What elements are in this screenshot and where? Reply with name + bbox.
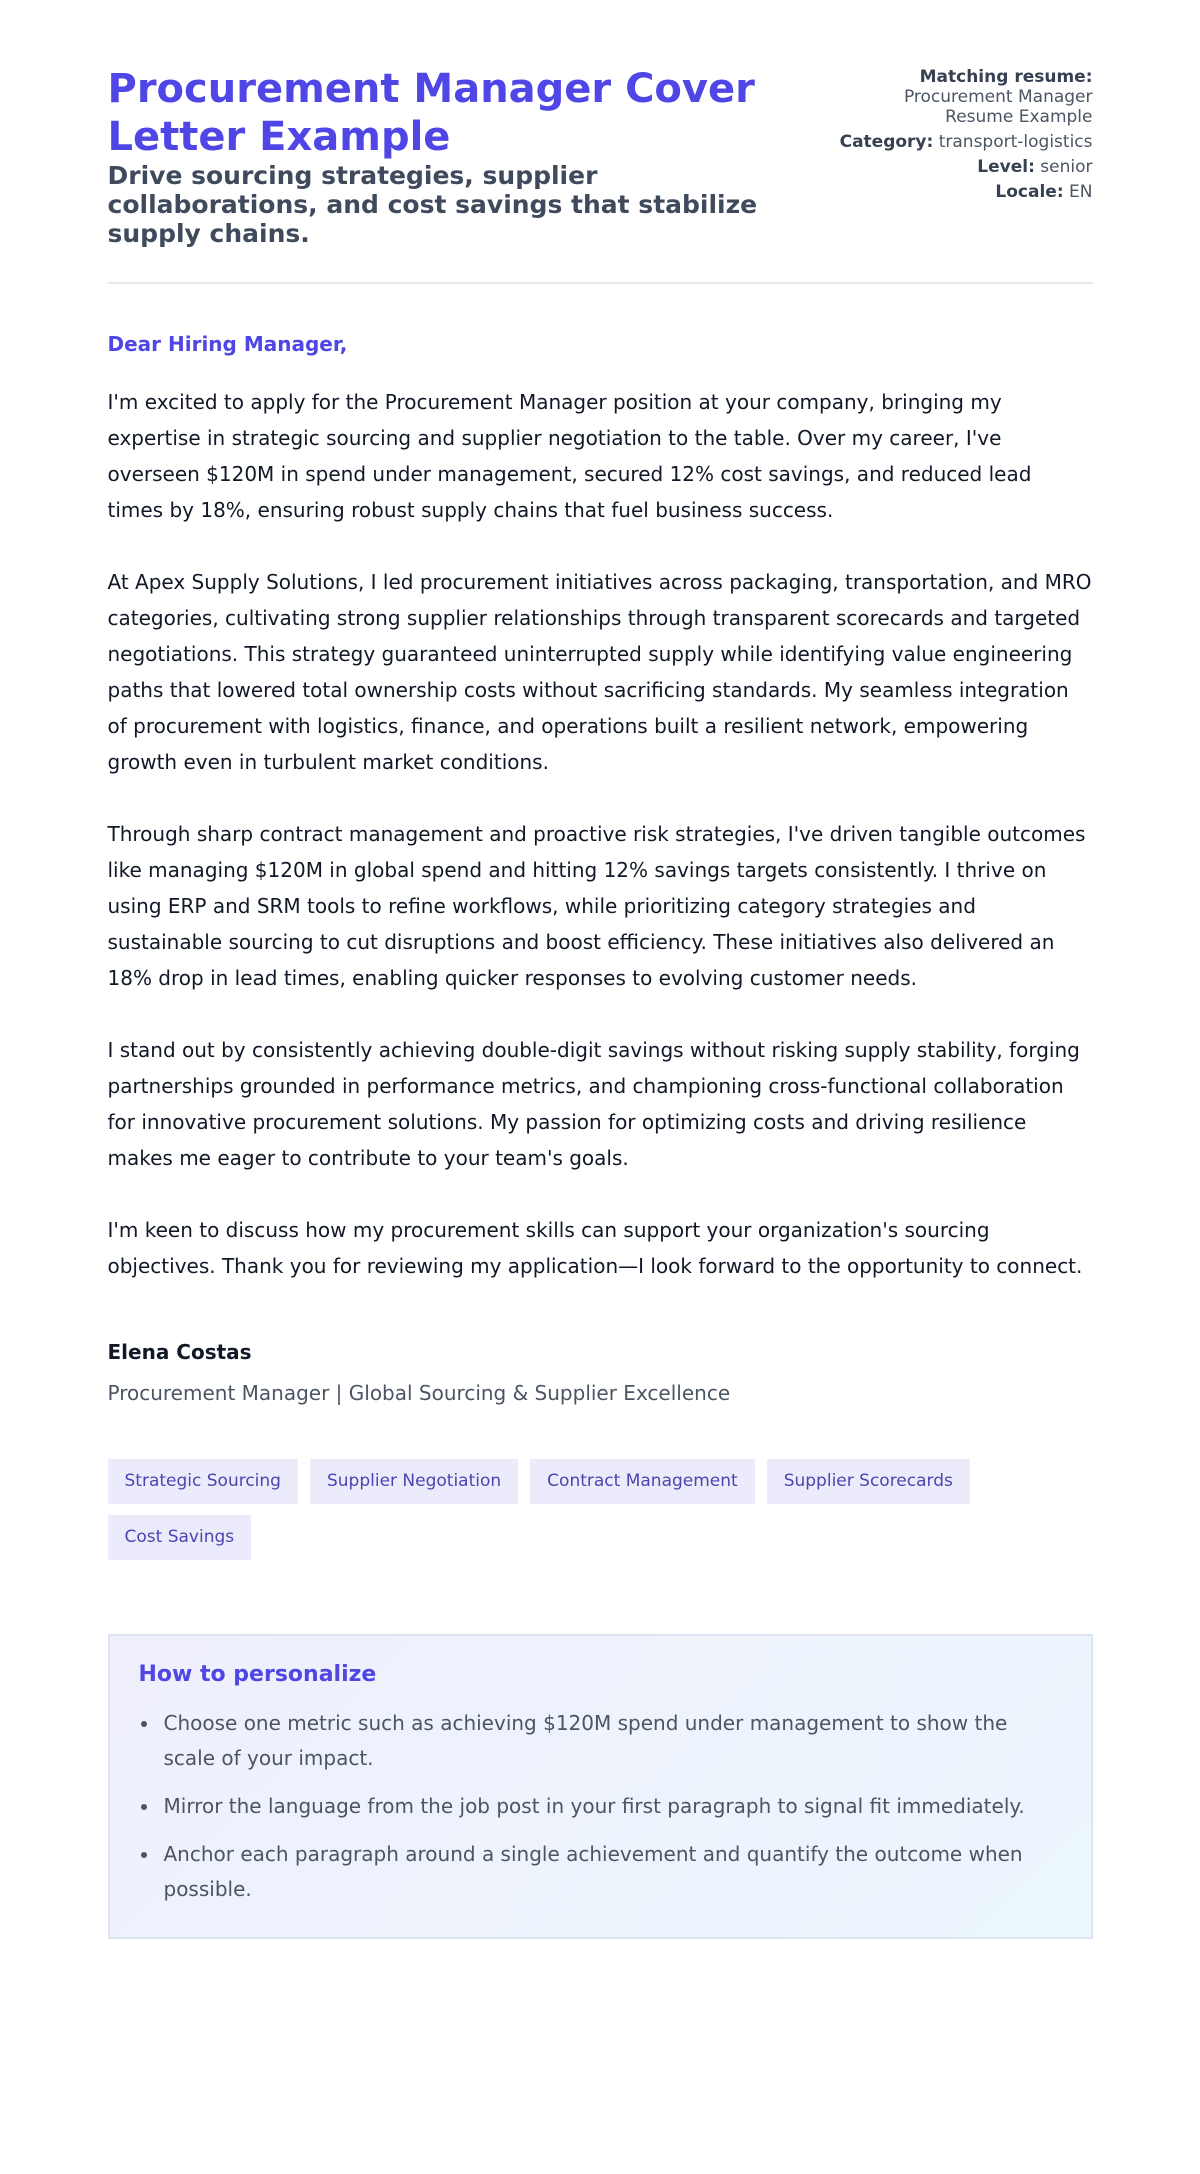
skill-tags — [108, 1459, 1093, 1560]
page-title: Procurement Manager Cover Letter Example — [107, 66, 755, 160]
bullet-icon — [141, 1852, 147, 1858]
skill-tag[interactable]: Strategic Sourcing — [108, 1459, 298, 1504]
letter-paragraph: At Apex Supply Solutions, I led procurement initiatives across packaging, transportation, and MRO categories, cultivating strong supplier relationships through transparent scorecards and targeted negotiations. This strategy guaranteed uninterrupted supply while identifying value engineering paths that lowered total ownership costs without sacrificing standards. My seamless integration of procurement with logistics, finance, and operations built a resilient network, empowering growth even in turbulent market conditions. — [107, 570, 1092, 774]
meta-level — [833, 157, 1093, 177]
meta-level-label: Level: — [977, 157, 1035, 177]
tip-item — [164, 1706, 1061, 1776]
metadata-panel — [833, 65, 1093, 207]
letter-paragraph: Through sharp contract management and proactive risk strategies, I've driven tangible outcomes like managing $120M in global spend and hitting 12% savings targets consistently. I thrive on using ERP and SRM tools to refine workflows, while prioritizing category strategies and sustainable sourcing to cut disruptions and boost efficiency. These initiatives also delivered an 18% drop in lead times, enabling quicker responses to evolving customer needs. — [107, 822, 1086, 990]
meta-category-value: transport-logistics — [938, 132, 1093, 152]
letter-paragraph: I'm keen to discuss how my procurement skills can support your organization's sourcing objectives. Thank you for reviewing my application—I look forward to the opportunity to connect. — [107, 1218, 1083, 1278]
letter-body — [108, 384, 1093, 1284]
meta-matching-resume — [833, 67, 1093, 127]
meta-category-label: Category: — [839, 132, 934, 152]
personalize-tips-box — [108, 1634, 1093, 1939]
signature-block — [108, 1338, 1093, 1407]
page-subtitle: Drive sourcing strategies, supplier collaborations, and cost savings that stabilize supply chains. — [107, 161, 758, 248]
skill-tag[interactable]: Supplier Negotiation — [310, 1459, 518, 1504]
tips-title: How to personalize — [138, 1662, 377, 1687]
tip-item — [164, 1789, 1061, 1824]
meta-category — [833, 132, 1093, 152]
skill-tag[interactable]: Cost Savings — [108, 1515, 252, 1560]
meta-level-value: senior — [1040, 157, 1093, 177]
skill-tag[interactable]: Contract Management — [530, 1459, 755, 1504]
letter-paragraph: I stand out by consistently achieving double-digit savings without risking supply stability, forging partnerships grounded in performance metrics, and championing cross-functional collaboration for innovative procurement solutions. My passion for optimizing costs and driving resilience makes me eager to contribute to your team's goals. — [107, 1038, 1080, 1170]
tip-item — [164, 1837, 1061, 1907]
tip-text: Anchor each paragraph around a single achievement and quantify the outcome when possible. — [163, 1842, 1023, 1901]
letter-paragraph: I'm excited to apply for the Procurement Manager position at your company, bringing my expertise in strategic sourcing and supplier negotiation to the table. Over my career, I've overseen $120M in spend under management, secured 12% cost savings, and reduced lead times by 18%, ensuring robust supply chains that fuel business success. — [107, 390, 1032, 522]
letter-greeting: Dear Hiring Manager, — [107, 332, 348, 356]
meta-locale-label: Locale: — [995, 182, 1064, 202]
header-titles — [108, 65, 808, 248]
signature-name: Elena Costas — [107, 1340, 252, 1364]
meta-matching-resume-link[interactable]: Procurement Manager Resume Example — [903, 87, 1093, 127]
tips-list — [139, 1706, 1061, 1907]
signature-title: Procurement Manager | Global Sourcing & Supplier Excellence — [107, 1381, 731, 1405]
page-header — [108, 65, 1093, 284]
meta-matching-resume-label: Matching resume: — [919, 67, 1093, 87]
bullet-icon — [141, 1721, 147, 1727]
cover-letter-page — [108, 0, 1093, 2007]
meta-locale — [833, 182, 1093, 202]
tip-text: Choose one metric such as achieving $120M spend under management to show the scale of your impact. — [163, 1711, 1008, 1770]
skill-tag[interactable]: Supplier Scorecards — [767, 1459, 970, 1504]
meta-locale-value: EN — [1069, 182, 1093, 202]
tip-text: Mirror the language from the job post in your first paragraph to signal fit immediately. — [163, 1794, 1025, 1818]
bullet-icon — [141, 1804, 147, 1810]
